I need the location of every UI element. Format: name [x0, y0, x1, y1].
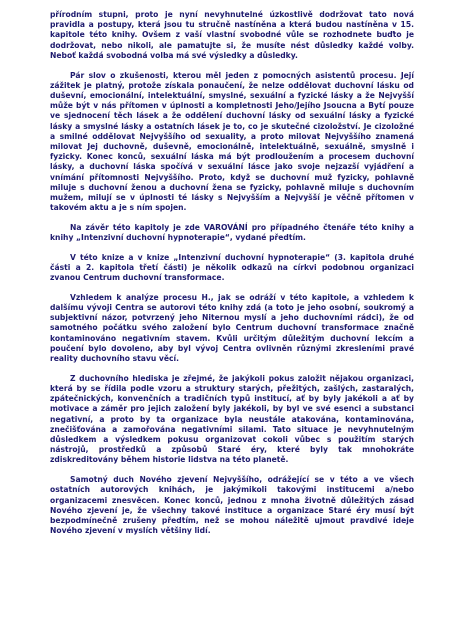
paragraph: Samotný duch Nového zjevení Nejvyššího, odrážející se v této a ve všech ostatních autorových knihách, je jakýmikoli takovými institucemi a/nebo organizacemi znesvěcen. Konec konců, jednou z mnoha životně důležitých zásad Nového zjevení je, že všechny takové instituce a organizace Staré éry musí být bezpodmínečně zrušeny předtím, než se mohou náležitě ujmout pravdivé ideje Nového zjevení v myslích většiny lidí.: [50, 475, 414, 536]
paragraph: Pár slov o zkušenosti, kterou měl jeden z pomocných asistentů procesu. Její zážitek je platný, protože získala ponaučení, že nelze oddělovat duchovní lásku od duševní, emocionální, intelektuální, smyslné, sexuální a fyzické lásky a že Nejvyšší může být v nás přítomen v úplnosti a kompletnosti Jeho/Jejího Jsoucna a Bytí pouze ve sjednocení těch lásek a že oddělení duchovní lásky od sexuální lásky a fyzické lásky a smyslné lásky a ostatních lásek je to, co je skutečné cizoložství. Je cizoložné a smilné oddělovat Nejvyššího od sexuality, a proto milovat Nejvyššího znamená milovat Jej duchovně, duševně, emocionálně, intelektuálně, sexuálně, smyslně i fyzicky. Konec konců, sexuální láska má být prodloužením a procesem duchovní lásky, a duchovní láska spočívá v sexuální lásce jako svoje nejzazší vyjádření a vnímání přítomnosti Nejvyššího. Proto, když se duchovní muž fyzicky, pohlavně miluje s duchovní ženou a duchovní žena se fyzicky, pohlavně miluje s duchovním mužem, milují se v úplnosti té lásky s Nejvyšším a Nejvyšší je věčně přítomen v takovém aktu a je s ním spojen.: [50, 70, 414, 213]
paragraph: Na závěr této kapitoly je zde VAROVÁNÍ pro případného čtenáře této knihy a knihy „Intenzivní duchovní hypnoterapie“, vydané předtím.: [50, 222, 414, 243]
paragraph: V této knize a v knize „Intenzivní duchovní hypnoterapie“ (3. kapitola druhé části a 2. kapitola třetí části) je několik odkazů na církvi podobnou organizaci zvanou Centrum duchovní transformace.: [50, 252, 414, 283]
paragraph: Vzhledem k analýze procesu H., jak se odráží v této kapitole, a vzhledem k dalšímu vývoji Centra se autorovi této knihy zdá (a toto je jeho osobní, soukromý a subjektivní názor, potvrzený jeho Niternou myslí a jeho duchovními rádci), že od samotného počátku svého založení bylo Centrum duchovní transformace značně kontaminováno negativním stavem. Kvůli určitým důležitým duchovní lekcím a poučení bylo dovoleno, aby byl vývoj Centra ovlivněn různými zkresleními pravé reality duchovního stavu věcí.: [50, 292, 414, 364]
paragraph: přírodním stupni, proto je nyní nevyhnutelné úzkostlivě dodržovat tato nová pravidla a postupy, která jsou tu stručně nastíněna a která budou nastíněna v 15. kapitole této knihy. Ovšem z vaší vlastní svobodné vůle se rozhodnete buďto je dodržovat, nebo nikoli, ale pamatujte si, že musíte nést důsledky každé volby. Neboť každá svobodná volba má své výsledky a důsledky.: [50, 10, 414, 60]
paragraph: Z duchovního hlediska je zřejmé, že jakýkoli pokus založit nějakou organizaci, která by se řídila podle vzoru a struktury starých, přežitých, zašlých, zastaralých, zpátečnických, konvenčních a tradičních typů institucí, ať by byly jakékoli a ať by motivace a záměr pro jejich založení byly jakékoli, by byl ve své esenci a substanci negativní, a proto by ta organizace byla neustále atakována, kontaminována, znečišťována a zamořována negativními silami. Tato situace je nevyhnutelným důsledkem a výsledkem pokusu organizovat cokoli vůbec s použitím starých nástrojů, prostředků a způsobů Staré éry, které byly tak mnohokráte zdiskreditovány během historie lidstva na této planetě.: [50, 373, 414, 465]
